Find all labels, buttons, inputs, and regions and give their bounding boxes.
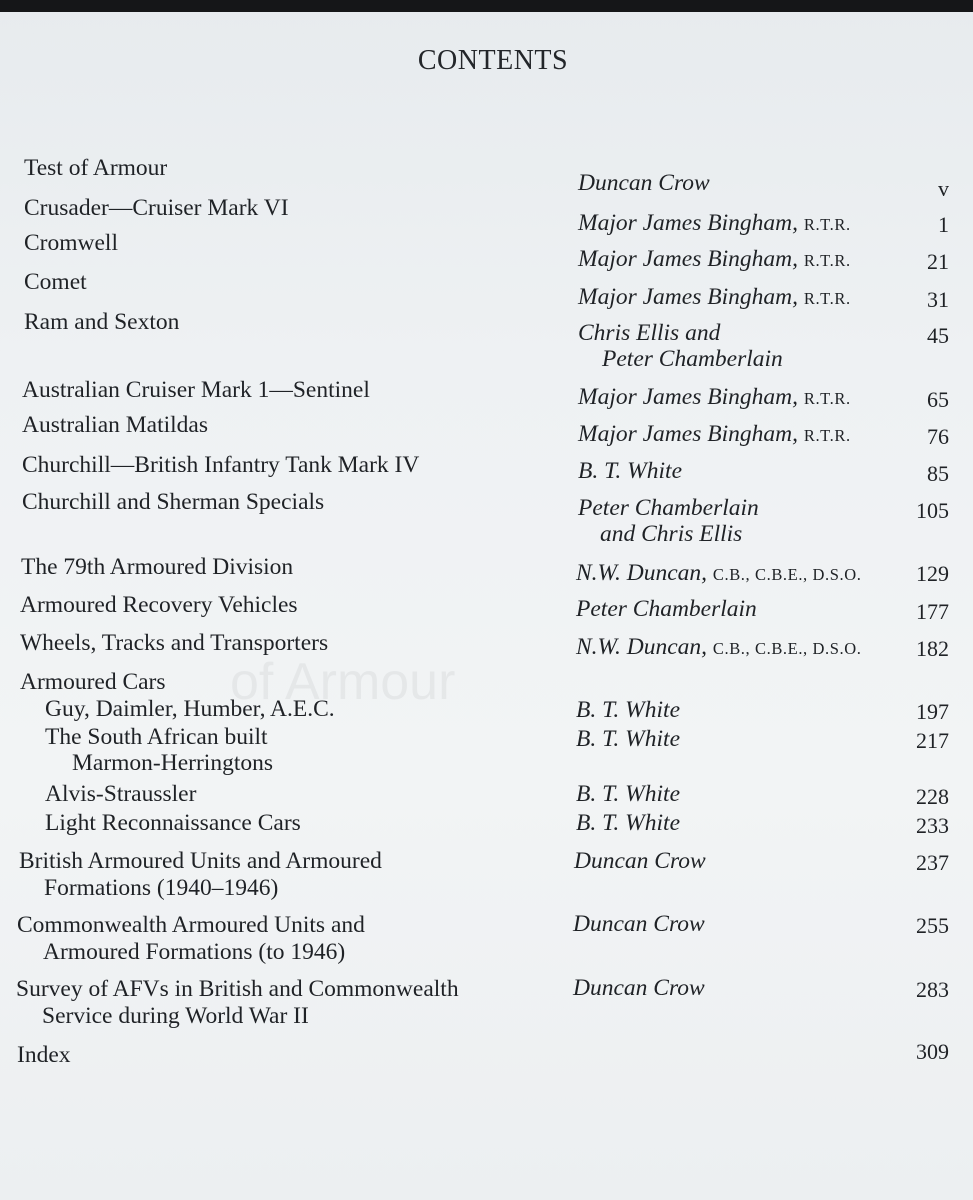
entry-page: 76 xyxy=(927,424,949,449)
entry-title: Australian Matildas xyxy=(22,412,209,438)
entry-author xyxy=(578,458,682,484)
entry-page: 177 xyxy=(916,599,949,624)
entry-author xyxy=(578,495,759,521)
author-credentials: R.T.R. xyxy=(803,215,851,234)
entry-title: The 79th Armoured Division xyxy=(21,554,294,580)
entry-author xyxy=(576,726,680,752)
contents-heading: CONTENTS xyxy=(417,45,569,76)
entry-page: 197 xyxy=(916,699,949,724)
author-name: B. T. White xyxy=(578,458,682,484)
entry-author-continued: and Chris Ellis xyxy=(600,521,743,547)
entry-author xyxy=(576,596,757,622)
entry-title: Churchill—British Infantry Tank Mark IV xyxy=(22,452,420,478)
entry-page: 233 xyxy=(916,813,949,838)
author-name: N.W. Duncan, xyxy=(576,560,707,586)
author-credentials: C.B., C.B.E., D.S.O. xyxy=(712,639,862,658)
entry-section-title: Armoured Cars xyxy=(20,669,166,695)
entry-title: Commonwealth Armoured Units and xyxy=(17,912,365,938)
entry-page: 283 xyxy=(916,977,949,1002)
author-name: Duncan Crow xyxy=(574,848,706,874)
entry-page: 217 xyxy=(916,728,949,753)
entry-page: 309 xyxy=(916,1039,949,1064)
entry-title: Wheels, Tracks and Transporters xyxy=(20,630,329,656)
entry-page: 129 xyxy=(916,561,949,586)
entry-page: 255 xyxy=(916,913,949,938)
entry-page: 45 xyxy=(927,323,949,348)
entry-title: Crusader—Cruiser Mark VI xyxy=(24,195,289,221)
author-name: Duncan Crow xyxy=(573,911,705,937)
author-name: B. T. White xyxy=(576,810,680,836)
entry-title: Survey of AFVs in British and Commonwealth xyxy=(16,976,459,1002)
entry-author-continued: Peter Chamberlain xyxy=(602,346,783,372)
entry-page: 228 xyxy=(916,784,949,809)
entry-page: 182 xyxy=(916,636,949,661)
entry-title-continued: Service during World War II xyxy=(42,1003,309,1029)
entry-author xyxy=(576,810,680,836)
author-name: Peter Chamberlain xyxy=(578,495,759,521)
entry-page: 21 xyxy=(927,249,949,274)
author-name: Chris Ellis and xyxy=(578,320,721,346)
entry-title-continued: Formations (1940–1946) xyxy=(44,875,279,901)
entry-author xyxy=(576,697,680,723)
entry-author xyxy=(574,848,706,874)
entry-author xyxy=(576,560,861,588)
entry-author xyxy=(573,975,705,1001)
entry-author xyxy=(578,320,720,346)
author-name: Peter Chamberlain xyxy=(576,596,757,622)
top-edge-shadow xyxy=(0,0,973,12)
entry-title: Churchill and Sherman Specials xyxy=(22,489,325,515)
author-name: Major James Bingham, xyxy=(578,210,798,236)
entry-title-continued: Marmon-Herringtons xyxy=(72,750,274,776)
author-name: Major James Bingham, xyxy=(578,421,798,447)
author-name: Major James Bingham, xyxy=(578,384,798,410)
show-through-text: of Armour xyxy=(230,653,456,711)
entry-page: v xyxy=(938,176,949,201)
entry-title: Alvis-Straussler xyxy=(45,781,197,807)
entry-page: 1 xyxy=(938,212,949,237)
entry-author xyxy=(578,210,851,238)
entry-title: Guy, Daimler, Humber, A.E.C. xyxy=(45,696,335,722)
entry-author xyxy=(576,634,861,662)
entry-title: The South African built xyxy=(45,724,268,750)
entry-author xyxy=(578,170,710,196)
entry-author xyxy=(573,911,705,937)
author-credentials: R.T.R. xyxy=(803,251,851,270)
author-name: N.W. Duncan, xyxy=(576,634,707,660)
entry-page: 237 xyxy=(916,850,949,875)
entry-title: Comet xyxy=(24,269,87,295)
author-credentials: C.B., C.B.E., D.S.O. xyxy=(712,565,862,584)
entry-title: Index xyxy=(17,1042,71,1068)
entry-title: Test of Armour xyxy=(24,155,168,181)
author-credentials: R.T.R. xyxy=(803,289,851,308)
author-name: B. T. White xyxy=(576,781,680,807)
entry-title: Ram and Sexton xyxy=(24,309,180,335)
author-credentials: R.T.R. xyxy=(803,426,851,445)
entry-author xyxy=(576,781,680,807)
author-name: Duncan Crow xyxy=(578,170,710,196)
entry-title: Armoured Recovery Vehicles xyxy=(20,592,298,618)
entry-title-continued: Armoured Formations (to 1946) xyxy=(43,939,346,965)
author-name: B. T. White xyxy=(576,697,680,723)
entry-title: British Armoured Units and Armoured xyxy=(19,848,382,874)
entry-page: 105 xyxy=(916,498,949,523)
author-name: Duncan Crow xyxy=(573,975,705,1001)
entry-author xyxy=(578,421,851,449)
entry-author xyxy=(578,246,851,274)
author-name: Major James Bingham, xyxy=(578,246,798,272)
entry-title: Cromwell xyxy=(24,230,118,256)
author-name: Major James Bingham, xyxy=(578,284,798,310)
author-credentials: R.T.R. xyxy=(803,389,851,408)
entry-author xyxy=(578,284,851,312)
entry-page: 31 xyxy=(927,287,949,312)
entry-page: 65 xyxy=(927,387,949,412)
entry-page: 85 xyxy=(927,461,949,486)
entry-author xyxy=(578,384,851,412)
entry-title: Australian Cruiser Mark 1—Sentinel xyxy=(22,377,370,403)
entry-title: Light Reconnaissance Cars xyxy=(45,810,301,836)
author-name: B. T. White xyxy=(576,726,680,752)
